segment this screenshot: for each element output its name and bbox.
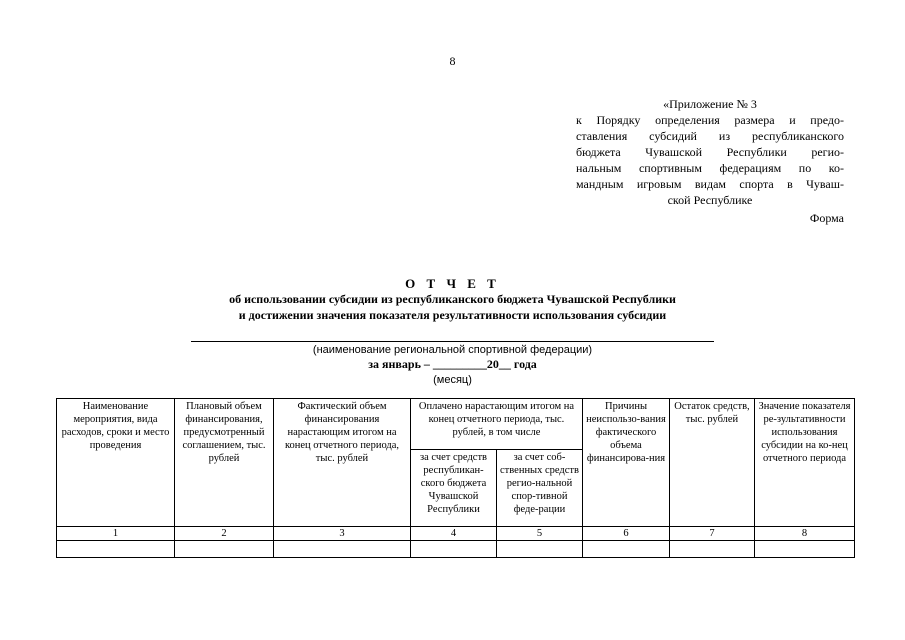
page-number: 8	[449, 54, 456, 68]
header-col4: за счет средств республикан-ского бюджета Чувашской Республики	[411, 450, 497, 527]
appendix-note	[576, 96, 844, 208]
federation-caption: (наименование региональной спортивной федерации)	[312, 344, 593, 356]
column-number: 5	[497, 527, 583, 541]
appendix-line: нальным спортивным федерациям по ко-	[576, 161, 844, 175]
appendix-line: бюджета Чувашской Республики регио-	[576, 145, 844, 159]
column-number: 6	[583, 527, 670, 541]
table-cell[interactable]	[497, 541, 583, 558]
report-period: за январь – _________20__ года	[368, 357, 537, 371]
column-number: 8	[755, 527, 855, 541]
table-cell[interactable]	[274, 541, 411, 558]
header-col5: за счет соб-ственных средств регио-нальной спор-тивной феде-рации	[497, 450, 583, 527]
table-header-row	[57, 399, 855, 450]
column-number: 1	[57, 527, 175, 541]
subtitle-line: и достижении значения показателя результативности использования субсидии	[238, 308, 667, 322]
appendix-line: мандным игровым видам спорта в Чуваш-	[576, 177, 844, 191]
header-col1: Наименование мероприятия, вида расходов, сроки и место проведения	[57, 399, 175, 527]
table-number-row	[57, 527, 855, 541]
column-number: 4	[411, 527, 497, 541]
appendix-line: ставления субсидий из республиканского	[576, 129, 844, 143]
column-number: 2	[175, 527, 274, 541]
table-cell[interactable]	[755, 541, 855, 558]
subtitle-line: об использовании субсидии из республиканского бюджета Чувашской Республики	[229, 292, 676, 306]
column-number: 7	[670, 527, 755, 541]
report-title: О Т Ч Е Т	[405, 276, 500, 291]
table-row	[57, 541, 855, 558]
form-label: Форма	[809, 211, 844, 225]
header-col6: Причины неиспользо-вания фактического объема финансирова-ния	[583, 399, 670, 527]
table-cell[interactable]	[57, 541, 175, 558]
report-subtitle	[0, 291, 905, 323]
table-cell[interactable]	[411, 541, 497, 558]
table-cell[interactable]	[583, 541, 670, 558]
table-cell[interactable]	[670, 541, 755, 558]
header-col3: Фактический объем финансирования нарастающим итогом на конец отчетного периода, тыс. рублей	[274, 399, 411, 527]
appendix-title: «Приложение № 3	[663, 97, 757, 111]
report-table	[56, 398, 855, 558]
appendix-line: к Порядку определения размера и предо-	[576, 113, 844, 127]
month-caption: (месяц)	[433, 374, 472, 386]
header-col7: Остаток средств, тыс. рублей	[670, 399, 755, 527]
federation-name-line	[191, 341, 714, 342]
header-col45: Оплачено нарастающим итогом на конец отчетного периода, тыс. рублей, в том числе	[411, 399, 583, 450]
header-col2: Плановый объем финансирования, предусмотренный соглашением, тыс. рублей	[175, 399, 274, 527]
column-number: 3	[274, 527, 411, 541]
appendix-line: ской Республике	[667, 193, 753, 207]
header-col8: Значение показателя ре-зультативности использования субсидии на ко-нец отчетного периода	[755, 399, 855, 527]
table-cell[interactable]	[175, 541, 274, 558]
